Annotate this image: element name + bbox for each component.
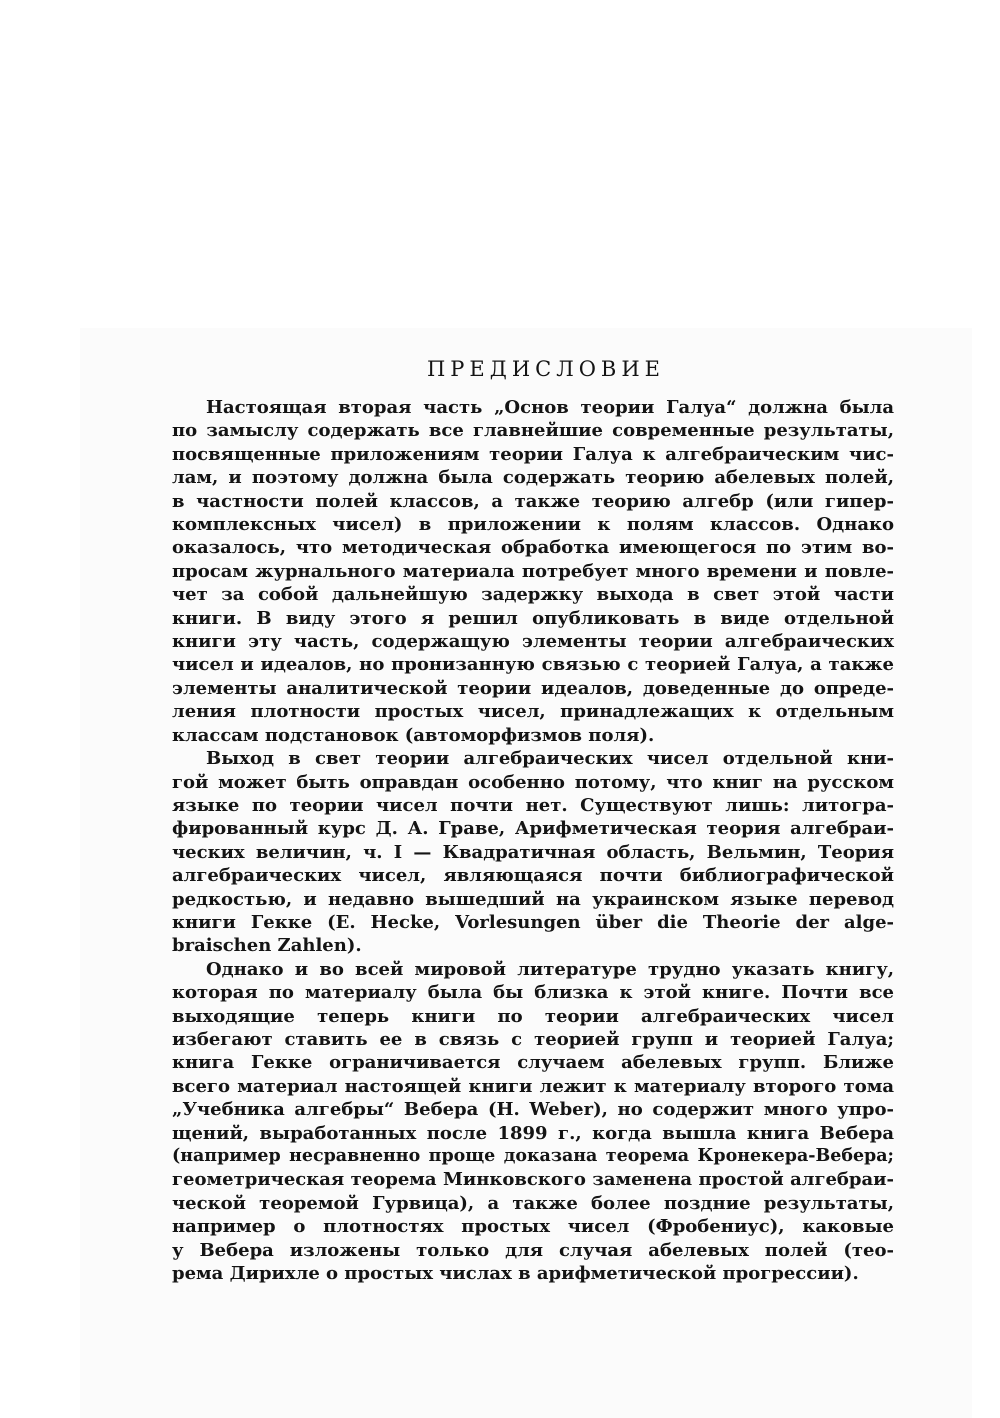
text-line: посвященные приложениям теории Галуа к алгебраическим чис- xyxy=(172,443,894,465)
text-line: лам, и поэтому должна была содержать теорию абелевых полей, xyxy=(172,467,894,489)
paragraph-2 xyxy=(172,747,894,958)
text-line: фированный курс Д. А. Граве, Арифметическая теория алгебраи- xyxy=(172,818,894,840)
text-line: „Учебника алгебры“ Вебера (H. Weber), но содержит много упро- xyxy=(172,1099,894,1121)
text-line: рема Дирихле о простых числах в арифметической прогрессии). xyxy=(172,1263,859,1285)
text-line: ческой теоремой Гурвица), а также более поздние результаты, xyxy=(172,1192,894,1214)
text-line: книги Гекке (E. Hecke, Vorlesungen über die Theorie der alge- xyxy=(172,911,894,933)
page-title: ПРЕДИСЛОВИЕ xyxy=(426,357,666,381)
text-line: геометрическая теорема Минковского заменена простой алгебраи- xyxy=(172,1169,894,1191)
text-line: оказалось, что методическая обработка имеющегося по этим во- xyxy=(172,537,894,559)
text-line: просам журнального материала потребует много времени и повле- xyxy=(172,560,894,582)
text-line: редкостью, и недавно вышедший на украинском языке перевод xyxy=(172,888,894,910)
text-line: ления плотности простых чисел, принадлежащих к отдельным xyxy=(172,701,894,723)
text-line: всего материал настоящей книги лежит к материалу второго тома xyxy=(172,1075,894,1097)
text-line: например о плотностях простых чисел (Фробениус), каковые xyxy=(172,1216,894,1238)
text-line: избегают ставить ее в связь с теорией групп и теорией Галуа; xyxy=(172,1028,894,1050)
text-line: по замыслу содержать все главнейшие современные результаты, xyxy=(172,420,894,442)
text-line: элементы аналитической теории идеалов, доведенные до опреде- xyxy=(172,677,894,699)
paragraph-1 xyxy=(172,396,894,747)
text-line: книга Гекке ограничивается случаем абелевых групп. Ближе xyxy=(172,1052,894,1074)
text-line: у Вебера изложены только для случая абелевых полей (тео- xyxy=(172,1239,894,1261)
text-line: в частности полей классов, а также теорию алгебр (или гипер- xyxy=(172,490,894,512)
text-line: braischen Zahlen). xyxy=(172,935,362,957)
text-line: ческих величин, ч. I — Квадратичная область, Вельмин, Теория xyxy=(172,841,894,863)
text-line: щений, выработанных после 1899 г., когда вышла книга Вебера xyxy=(172,1122,894,1144)
paragraph-3 xyxy=(172,958,894,1286)
text-line: языке по теории чисел почти нет. Существуют лишь: литогра- xyxy=(172,794,894,816)
text-line: алгебраических чисел, являющаяся почти библиографической xyxy=(172,865,894,887)
text-line: (например несравненно проще доказана теорема Кронекера-Вебера; xyxy=(172,1146,894,1166)
text-line: классам подстановок (автоморфизмов поля). xyxy=(172,724,655,746)
text-line: которая по материалу была бы близка к этой книге. Почти все xyxy=(172,982,894,1004)
text-line: выходящие теперь книги по теории алгебраических чисел xyxy=(172,1005,894,1027)
text-line: книги. В виду этого я решил опубликовать в виде отдельной xyxy=(172,607,894,629)
text-line: Однако и во всей мировой литературе трудно указать книгу, xyxy=(206,958,894,980)
text-line: Выход в свет теории алгебраических чисел отдельной кни- xyxy=(206,748,894,770)
text-line: книги эту часть, содержащую элементы теории алгебраических xyxy=(172,631,894,653)
text-line: чисел и идеалов, но пронизанную связью с теорией Галуа, а также xyxy=(172,654,894,676)
text-line: гой может быть оправдан особенно потому, что книг на русском xyxy=(172,771,894,793)
preface-page xyxy=(172,354,894,1285)
text-line: Настоящая вторая часть „Основ теории Галуа“ должна была xyxy=(206,397,894,418)
text-line: комплексных чисел) в приложении к полям классов. Однако xyxy=(172,514,894,536)
text-line: чет за собой дальнейшую задержку выхода в свет этой части xyxy=(172,584,894,606)
